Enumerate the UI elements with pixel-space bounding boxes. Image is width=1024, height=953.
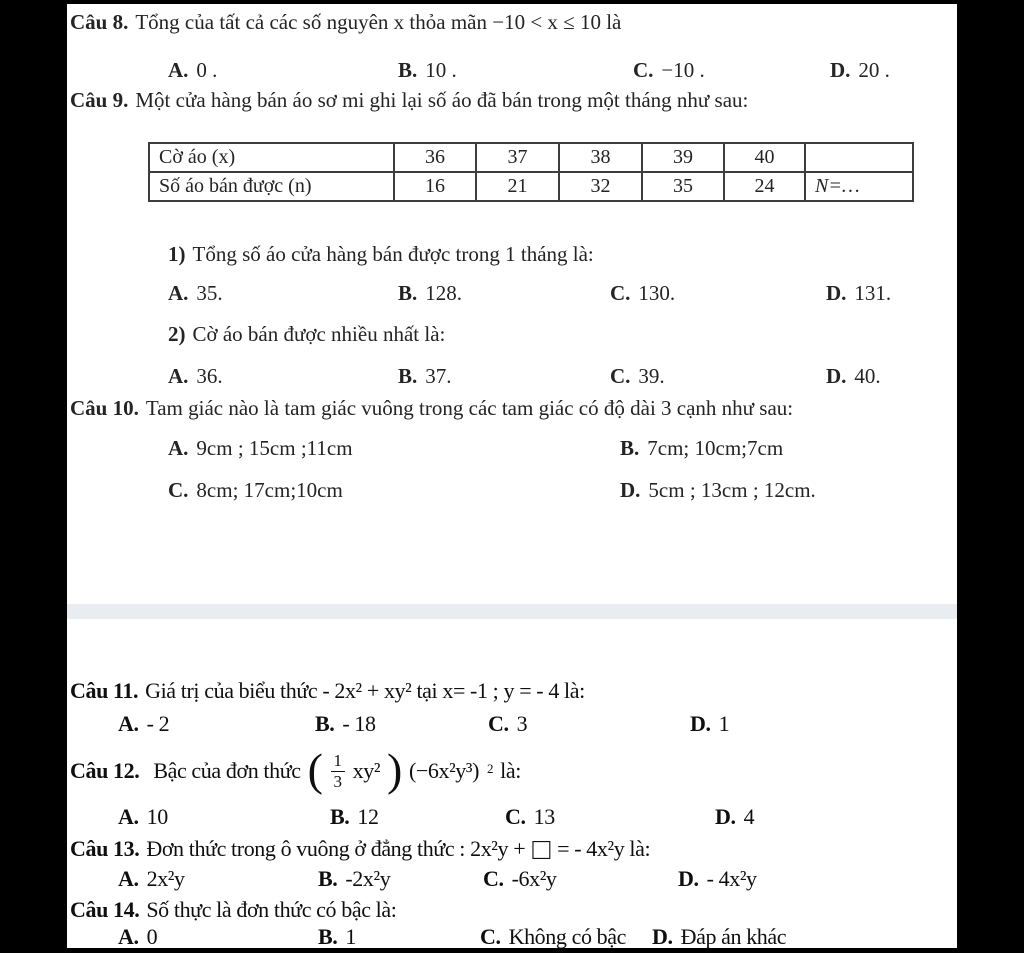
question-text: Một cửa hàng bán áo sơ mi ghi lại số áo đã bán trong một tháng như sau: xyxy=(135,88,749,112)
option-key: D. xyxy=(652,924,673,949)
table-cell: 39 xyxy=(642,143,724,172)
question-12-stem: Câu 12. Bậc của đơn thức ( $\frac{1}{3}$ xy² ) (−6x²y³) $^2$ là: xyxy=(70,744,521,795)
table-cell xyxy=(805,143,913,172)
subquestion-number: 2) xyxy=(168,322,186,346)
table-cell: 36 xyxy=(394,143,476,172)
question-9-stem xyxy=(70,88,748,113)
option-key: B. xyxy=(398,364,418,388)
option-value: 2x²y xyxy=(146,866,185,891)
option-10a xyxy=(168,436,353,461)
table-cell: Cờ áo (x) xyxy=(149,143,394,172)
option-key: C. xyxy=(483,866,504,891)
option-key: B. xyxy=(315,711,335,736)
table-cell: 40 xyxy=(724,143,805,172)
option-9-2a xyxy=(168,364,223,389)
table-row xyxy=(149,172,913,201)
option-11b xyxy=(315,711,376,737)
question-label: Câu 9. xyxy=(70,88,129,112)
option-14a xyxy=(118,924,157,950)
option-key: B. xyxy=(398,58,418,82)
option-13b xyxy=(318,866,390,892)
option-8a xyxy=(168,58,217,83)
option-value: 128. xyxy=(425,281,463,305)
option-value: 9cm ; 15cm ;11cm xyxy=(196,436,353,460)
question-text: Tổng của tất cả các số nguyên x thỏa mãn −10 < x ≤ 10 là xyxy=(135,10,622,34)
option-12b xyxy=(330,804,379,830)
option-value: 36. xyxy=(196,364,223,388)
question-label: Câu 14. xyxy=(70,897,140,922)
option-key: D. xyxy=(690,711,711,736)
option-value: 40. xyxy=(854,364,881,388)
question-label: Câu 11. xyxy=(70,678,139,703)
option-value: 0 . xyxy=(196,58,218,82)
shirt-size-table xyxy=(148,142,914,202)
option-value: 1 xyxy=(718,711,730,736)
option-value: 12 xyxy=(357,804,379,829)
option-9-2b xyxy=(398,364,452,389)
option-value: 37. xyxy=(425,364,452,388)
option-value: 10 . xyxy=(425,58,457,82)
option-key: D. xyxy=(830,58,851,82)
option-10b xyxy=(620,436,783,461)
subquestion-number: 1) xyxy=(168,242,186,266)
formula-exponent: 2 xyxy=(487,761,494,776)
question-text: Số thực là đơn thức có bậc là: xyxy=(146,897,397,922)
option-key: C. xyxy=(168,478,189,502)
option-11a xyxy=(118,711,169,737)
option-8c xyxy=(633,58,705,83)
option-value: 20 . xyxy=(858,58,890,82)
option-key: D. xyxy=(826,281,847,305)
option-13d xyxy=(678,866,757,892)
question-text: Giá trị của biểu thức - 2x² + xy² tại x= -1 ; y = - 4 là: xyxy=(145,678,585,703)
option-value: 130. xyxy=(638,281,676,305)
option-value: 1 xyxy=(345,924,356,949)
option-9-2d xyxy=(826,364,881,389)
option-key: C. xyxy=(505,804,526,829)
option-key: C. xyxy=(610,281,631,305)
option-key: B. xyxy=(330,804,350,829)
table-cell: 32 xyxy=(559,172,642,201)
option-value: 39. xyxy=(638,364,665,388)
option-value: 0 xyxy=(146,924,158,949)
table-cell: 38 xyxy=(559,143,642,172)
option-key: A. xyxy=(118,804,139,829)
option-value: 3 xyxy=(516,711,528,736)
table-cell: 21 xyxy=(476,172,559,201)
option-14b xyxy=(318,924,356,950)
question-text: Đơn thức trong ô vuông ở đẳng thức : 2x²y + xyxy=(146,836,526,861)
option-8b xyxy=(398,58,457,83)
option-9-2c xyxy=(610,364,665,389)
option-value: 13 xyxy=(533,804,555,829)
fraction-numerator: 1 xyxy=(333,750,342,770)
option-key: D. xyxy=(678,866,699,891)
formula-term: (−6x²y³) xyxy=(408,758,480,783)
option-9-1a xyxy=(168,281,223,306)
option-key: A. xyxy=(168,58,189,82)
option-value: -6x²y xyxy=(511,866,557,891)
option-key: A. xyxy=(118,924,139,949)
option-14c xyxy=(480,924,626,950)
document-page xyxy=(67,4,957,948)
option-key: A. xyxy=(168,281,189,305)
option-value: −10 . xyxy=(661,58,705,82)
blank-box: □ xyxy=(532,833,551,866)
option-10c xyxy=(168,478,343,503)
table-cell: N=… xyxy=(805,172,913,201)
question-13-stem xyxy=(70,833,651,866)
question-text: Cờ áo bán được nhiều nhất là: xyxy=(192,322,446,346)
option-key: A. xyxy=(168,436,189,460)
option-key: C. xyxy=(488,711,509,736)
option-9-1c xyxy=(610,281,675,306)
option-key: A. xyxy=(168,364,189,388)
table-cell: Số áo bán được (n) xyxy=(149,172,394,201)
option-11d xyxy=(690,711,729,737)
option-key: A. xyxy=(118,866,139,891)
table-cell: 37 xyxy=(476,143,559,172)
option-key: C. xyxy=(633,58,654,82)
question-14-stem xyxy=(70,897,396,923)
option-value: 7cm; 10cm;7cm xyxy=(647,436,784,460)
question-label: Câu 12. xyxy=(70,758,140,783)
option-key: C. xyxy=(480,924,501,949)
question-label: Câu 8. xyxy=(70,10,129,34)
option-key: C. xyxy=(610,364,631,388)
option-key: D. xyxy=(715,804,736,829)
table-cell: 24 xyxy=(724,172,805,201)
option-key: B. xyxy=(318,866,338,891)
option-value: - 4x²y xyxy=(706,866,757,891)
table-cell: 16 xyxy=(394,172,476,201)
formula-term: xy² xyxy=(352,758,381,783)
option-key: A. xyxy=(118,711,139,736)
question-11-stem xyxy=(70,678,585,704)
option-key: B. xyxy=(620,436,640,460)
question-text: Tổng số áo cửa hàng bán được trong 1 tháng là: xyxy=(192,242,594,266)
option-value: 5cm ; 13cm ; 12cm. xyxy=(648,478,816,502)
option-12d xyxy=(715,804,754,830)
option-12a xyxy=(118,804,168,830)
option-13c xyxy=(483,866,557,892)
option-value: 35. xyxy=(196,281,223,305)
section-divider xyxy=(67,604,957,619)
option-11c xyxy=(488,711,527,737)
option-key: B. xyxy=(318,924,338,949)
option-14d xyxy=(652,924,786,950)
option-value: -2x²y xyxy=(345,866,391,891)
option-value: - 2 xyxy=(146,711,170,736)
question-9-2-stem xyxy=(168,322,445,347)
table-row xyxy=(149,143,913,172)
option-key: D. xyxy=(826,364,847,388)
option-value: 131. xyxy=(854,281,892,305)
question-text: là: xyxy=(500,758,521,783)
question-10-stem xyxy=(70,396,793,421)
option-value: Không có bậc xyxy=(508,924,626,949)
fraction xyxy=(331,751,345,791)
question-label: Câu 13. xyxy=(70,836,140,861)
table-cell: 35 xyxy=(642,172,724,201)
option-value: - 18 xyxy=(342,711,376,736)
option-key: D. xyxy=(620,478,641,502)
option-9-1b xyxy=(398,281,462,306)
question-text: = - 4x²y là: xyxy=(557,836,651,861)
fraction-denominator: 3 xyxy=(331,771,345,792)
question-8-stem xyxy=(70,10,621,35)
option-8d xyxy=(830,58,890,83)
option-value: 4 xyxy=(743,804,755,829)
option-value: 8cm; 17cm;10cm xyxy=(196,478,343,502)
question-text: Tam giác nào là tam giác vuông trong các tam giác có độ dài 3 cạnh như sau: xyxy=(145,396,794,420)
option-value: 10 xyxy=(146,804,168,829)
option-13a xyxy=(118,866,185,892)
option-key: B. xyxy=(398,281,418,305)
option-value: Đáp án khác xyxy=(680,924,787,949)
option-9-1d xyxy=(826,281,891,306)
option-10d xyxy=(620,478,816,503)
question-9-1-stem xyxy=(168,242,594,267)
option-12c xyxy=(505,804,555,830)
question-label: Câu 10. xyxy=(70,396,139,420)
question-text: Bậc của đơn thức xyxy=(153,758,301,783)
